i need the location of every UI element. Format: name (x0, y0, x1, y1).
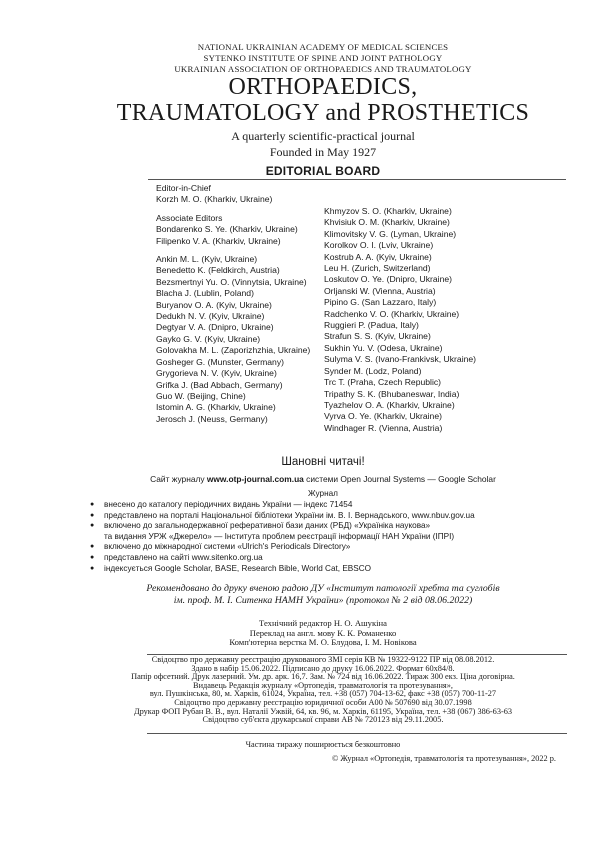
board-member: Ruggieri P. (Padua, Italy) (324, 320, 419, 331)
printing-line: Свідоцтво про державну реєстрацію друкованого ЗМІ серія КВ № 19322-9122 ПР від 08.08.2012. (151, 655, 495, 664)
chief-label: Editor-in-Chief (156, 183, 211, 193)
board-column-left (156, 183, 310, 425)
organizations (0, 42, 600, 75)
printing-info (0, 656, 600, 725)
board-member: Strafun S. S. (Kyiv, Ukraine) (324, 331, 431, 342)
journal-subtitle (0, 128, 600, 160)
board-member: Trc T. (Praha, Czech Republic) (324, 377, 442, 388)
board-member: Ankin M. L. (Kyiv, Ukraine) (156, 254, 258, 265)
readers-section (0, 455, 600, 485)
bullet-icon: ● (90, 511, 95, 519)
board-member: Tripathy S. K. (Bhubaneswar, India) (324, 388, 460, 399)
printing-line: Свідоцтво про державну реєстрацію юридичної особи А00 № 507690 від 30.07.1998 (174, 697, 472, 707)
board-member: Sulyma V. S. (Ivano-Frankivsk, Ukraine) (324, 354, 477, 365)
board-member: Loskutov O. Ye. (Dnipro, Ukraine) (324, 274, 453, 285)
board-member: Pipino G. (San Lazzaro, Italy) (324, 297, 437, 308)
board-member: Khvisiuk O. M. (Kharkiv, Ukraine) (324, 217, 450, 228)
list-item: ● представлено на сайті www.sitenko.org.ua (90, 552, 263, 562)
board-member: Orljanski W. (Vienna, Austria) (324, 285, 436, 296)
printing-line: Папір офсетний. Друк лазерний. Ум. др. арк. 16,7. Зам. № 724 від 16.06.2022. Тираж 300 екз. Ціна договірна. (131, 672, 515, 682)
staff-line: Технічний редактор Н. О. Ашукіна (259, 618, 387, 628)
divider (147, 733, 567, 734)
editorial-staff (0, 619, 600, 648)
bullet-icon: ● (90, 553, 95, 561)
bullet-icon: ● (90, 543, 95, 551)
printing-line: Друкар ФОП Рубан В. В., вул. Наталії Ужвій, 64, кв. 96, м. Харків, 61195, Україна, тел. +38 (067) 386-63-63 (133, 706, 513, 716)
bullet-icon: ● (90, 501, 95, 508)
board-member: Korolkov O. I. (Lviv, Ukraine) (324, 240, 434, 251)
recommendation-line: Рекомендовано до друку вченою радою ДУ «Інститут патології хребта та суглобів (146, 583, 500, 594)
recommendation-line: ім. проф. М. І. Ситенка НАМН України» (протокол № 2 від 08.06.2022) (173, 595, 473, 606)
board-column-right (324, 206, 476, 434)
journal-title (0, 74, 600, 126)
board-member: Guo W. (Beijing, Chine) (156, 390, 246, 401)
board-member: Radchenko V. O. (Kharkiv, Ukraine) (324, 308, 460, 319)
board-member: Windhager R. (Vienna, Austria) (324, 422, 443, 433)
associate-label: Associate Editors (156, 212, 223, 223)
printing-line: Здано в набір 15.06.2022. Підписано до друку 16.06.2022. Формат 60x84/8. (191, 663, 455, 673)
journal-title-line1: ORTHOPAEDICS, (228, 74, 418, 100)
board-member: Golovakha M. L. (Zaporizhzhia, Ukraine) (156, 345, 311, 356)
board-member: Istomin A. G. (Kharkiv, Ukraine) (156, 402, 276, 413)
founded-note: Founded in May 1927 (269, 145, 377, 159)
staff-line: Переклад на англ. мову К. К. Романенко (249, 627, 397, 638)
bullet-icon: ● (90, 564, 95, 572)
board-member: Buryanov O. A. (Kyiv, Ukraine) (156, 299, 272, 310)
associate-name: Filipenko V. A. (Kharkiv, Ukraine) (156, 235, 281, 246)
org-line: NATIONAL UKRAINIAN ACADEMY OF MEDICAL SCIENCES (197, 42, 449, 52)
board-member: Vyrva O. Ye. (Kharkiv, Ukraine) (324, 411, 442, 422)
board-member: Klimovitsky V. G. (Lyman, Ukraine) (324, 228, 457, 239)
board-member: Bezsmertnyi Yu. O. (Vinnytsia, Ukraine) (156, 276, 307, 287)
board-member: Leu H. (Zurich, Switzerland) (324, 263, 431, 274)
list-item: ● включено до міжнародної системи «Ulrich's Periodicals Directory» (90, 542, 351, 552)
bullet-icon: ● (90, 522, 95, 530)
board-member: Degtyar V. A. (Dnipro, Ukraine) (156, 322, 274, 333)
printing-line: Видавець Редакція журналу «Ортопедія, травматологія та протезування», (193, 680, 453, 690)
board-member: Jerosch J. (Neuss, Germany) (156, 413, 268, 424)
free-distribution-note: Частина тиражу поширюється безкоштовно (245, 740, 401, 749)
board-member: Blacha J. (Lublin, Poland) (156, 288, 254, 299)
board-member: Dedukh N. V. (Kyiv, Ukraine) (156, 311, 265, 322)
associate-name: Bondarenko S. Ye. (Kharkiv, Ukraine) (156, 224, 298, 235)
copyright-note: © Журнал «Ортопедія, травматологія та протезування», 2022 р. (331, 754, 556, 763)
board-member: Khmyzov S. O. (Kharkiv, Ukraine) (324, 206, 452, 216)
list-item: ● внесено до каталогу періодичних видань України — індекс 71454 (90, 500, 353, 509)
journal-description: A quarterly scientific-practical journal (231, 129, 415, 143)
board-member: Grygorieva N. V. (Kyiv, Ukraine) (156, 368, 277, 379)
readers-greeting: Шановні читачі! (281, 456, 365, 468)
org-line: UKRAINIAN ASSOCIATION OF ORTHOPAEDICS AND TRAUMATOLOGY (174, 64, 472, 74)
journal-site-link[interactable]: www.otp-journal.com.ua (206, 474, 304, 484)
journal-label: Журнал (308, 489, 338, 498)
list-item-continuation: та видання УРЖ «Джерело» — Інститута проблем реєстрації інформації НАН України (ІПРІ) (104, 531, 455, 541)
board-member: Kostrub A. A. (Kyiv, Ukraine) (324, 251, 432, 262)
editorial-board-heading: EDITORIAL BOARD (265, 164, 381, 178)
printing-line: вул. Пушкінська, 80, м. Харків, 61024, Україна, тел. +38 (057) 704-13-62, факс +38 (057) 700-11-27 (149, 689, 497, 699)
printing-line: Свідоцтво суб'єкта друкарської справи АВ № 720123 від 29.11.2005. (202, 715, 444, 725)
board-member: Gosheger G. (Munster, Germany) (156, 356, 284, 367)
list-item: ● представлено на порталі Національної бібліотеки України ім. В. І. Вернадського, www.nbuv.gov.ua (90, 510, 475, 520)
chief-name: Korzh M. O. (Kharkiv, Ukraine) (156, 194, 273, 205)
list-item: ● включено до загальнодержавної реферативної бази даних (РБД) «Україніка наукова» (90, 521, 431, 531)
board-member: Tyazhelov O. A. (Kharkiv, Ukraine) (324, 399, 455, 410)
divider (148, 179, 566, 180)
board-member: Sukhin Yu. V. (Odesa, Ukraine) (324, 342, 443, 353)
org-line: SYTENKO INSTITUTE OF SPINE AND JOINT PATHOLOGY (203, 53, 443, 63)
recommendation-note (0, 583, 600, 607)
indexing-list (90, 500, 475, 574)
board-member: Benedetto K. (Feldkirch, Austria) (156, 265, 280, 276)
board-member: Gayko G. V. (Kyiv, Ukraine) (156, 333, 261, 344)
journal-title-line2: TRAUMATOLOGY and PROSTHETICS (116, 100, 530, 126)
list-item: ● індексується Google Scholar, BASE, Research Bible, World Cat, EBSCO (90, 563, 371, 573)
staff-line: Комп'ютерна верстка М. О. Блудова, І. М. Новікова (229, 637, 417, 648)
board-member: Grifka J. (Bad Abbach, Germany) (156, 379, 283, 390)
board-member: Synder M. (Lodz, Poland) (324, 365, 422, 376)
journal-site-line: Сайт журналу www.otp-journal.com.ua системи Open Journal Systems — Google Scholar (150, 474, 496, 484)
